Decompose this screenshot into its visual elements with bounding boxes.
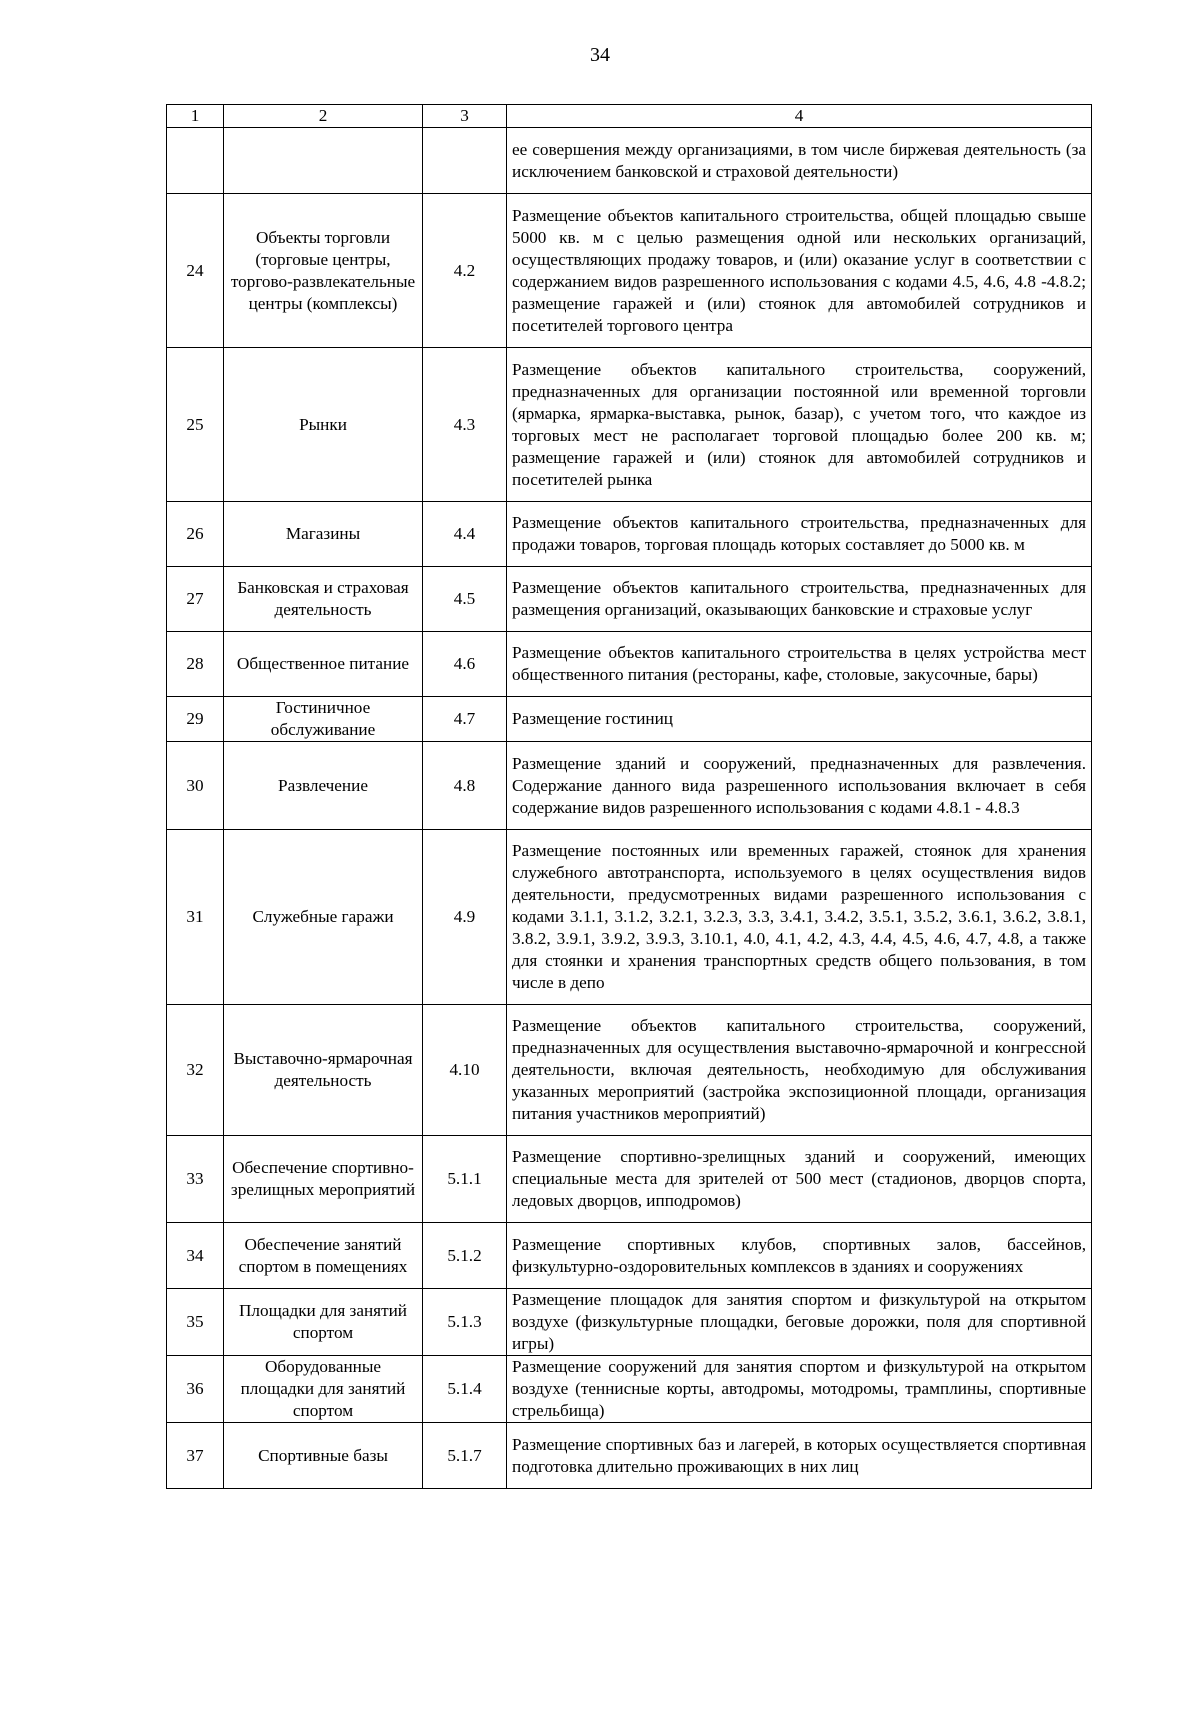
table-row xyxy=(167,348,1092,502)
header-cell-1: 1 xyxy=(167,105,224,128)
row-code-cell: 4.2 xyxy=(423,194,507,348)
row-name-cell: Спортивные базы xyxy=(224,1423,423,1489)
table-row xyxy=(167,1005,1092,1136)
row-code-cell: 4.5 xyxy=(423,567,507,632)
header-cell-2: 2 xyxy=(224,105,423,128)
row-number-cell: 30 xyxy=(167,742,224,830)
table-row xyxy=(167,1136,1092,1223)
row-name-cell: Площадки для занятий спортом xyxy=(224,1289,423,1356)
header-cell-3: 3 xyxy=(423,105,507,128)
row-code-cell: 4.3 xyxy=(423,348,507,502)
row-description-cell: Размещение объектов капитального строительства, предназначенных для продажи товаров, торговая площадь которых составляет до 5000 кв. м xyxy=(507,502,1092,567)
row-code-cell: 5.1.7 xyxy=(423,1423,507,1489)
row-description-cell: Размещение зданий и сооружений, предназначенных для развлечения. Содержание данного вида разрешенного использования включает в себя содержание видов разрешенного использования с кодами 4.8.1 - 4.8.3 xyxy=(507,742,1092,830)
row-number-cell: 31 xyxy=(167,830,224,1005)
row-number-cell: 35 xyxy=(167,1289,224,1356)
row-name-cell: Обеспечение спортивно-зрелищных мероприятий xyxy=(224,1136,423,1223)
row-number-cell: 33 xyxy=(167,1136,224,1223)
row-name-cell: Выставочно-ярмарочная деятельность xyxy=(224,1005,423,1136)
row-number-cell xyxy=(167,128,224,194)
table-row xyxy=(167,1423,1092,1489)
row-code-cell: 4.10 xyxy=(423,1005,507,1136)
row-code-cell xyxy=(423,128,507,194)
row-name-cell: Магазины xyxy=(224,502,423,567)
row-code-cell: 5.1.2 xyxy=(423,1223,507,1289)
row-number-cell: 34 xyxy=(167,1223,224,1289)
row-number-cell: 29 xyxy=(167,697,224,742)
row-code-cell: 4.9 xyxy=(423,830,507,1005)
table-row xyxy=(167,632,1092,697)
row-name-cell: Развлечение xyxy=(224,742,423,830)
table-row xyxy=(167,1289,1092,1356)
row-description-cell: Размещение спортивно-зрелищных зданий и сооружений, имеющих специальные места для зрителей от 500 мест (стадионов, дворцов спорта, ледовых дворцов, ипподромов) xyxy=(507,1136,1092,1223)
row-name-cell: Общественное питание xyxy=(224,632,423,697)
row-code-cell: 4.7 xyxy=(423,697,507,742)
row-name-cell: Рынки xyxy=(224,348,423,502)
row-number-cell: 32 xyxy=(167,1005,224,1136)
row-code-cell: 5.1.3 xyxy=(423,1289,507,1356)
table-row xyxy=(167,1356,1092,1423)
row-name-cell: Оборудованные площадки для занятий спортом xyxy=(224,1356,423,1423)
row-number-cell: 36 xyxy=(167,1356,224,1423)
table-row xyxy=(167,830,1092,1005)
row-description-cell: Размещение объектов капитального строительства в целях устройства мест общественного питания (рестораны, кафе, столовые, закусочные, бары) xyxy=(507,632,1092,697)
row-number-cell: 26 xyxy=(167,502,224,567)
row-name-cell xyxy=(224,128,423,194)
row-number-cell: 27 xyxy=(167,567,224,632)
table-row xyxy=(167,567,1092,632)
row-code-cell: 5.1.1 xyxy=(423,1136,507,1223)
row-description-cell: Размещение объектов капитального строительства, общей площадью свыше 5000 кв. м с целью размещения одной или нескольких организаций, осуществляющих продажу товаров, и (или) оказание услуг в соответствии с содержанием видов разрешенного использования с кодами 4.5, 4.6, 4.8 -4.8.2; размещение гаражей и (или) стоянок для автомобилей сотрудников и посетителей торгового центра xyxy=(507,194,1092,348)
row-description-cell: Размещение гостиниц xyxy=(507,697,1092,742)
row-description-cell: Размещение объектов капитального строительства, сооружений, предназначенных для организации постоянной или временной торговли (ярмарка, ярмарка-выставка, рынок, базар), с учетом того, что каждое из торговых мест не располагает торговой площадью более 200 кв. м; размещение гаражей и (или) стоянок для автомобилей сотрудников и посетителей рынка xyxy=(507,348,1092,502)
row-number-cell: 37 xyxy=(167,1423,224,1489)
row-description-cell: Размещение объектов капитального строительства, сооружений, предназначенных для осуществления выставочно-ярмарочной и конгрессной деятельности, включая деятельность, необходимую для обслуживания указанных мероприятий (застройка экспозиционной площади, организация питания участников мероприятий) xyxy=(507,1005,1092,1136)
row-name-cell: Служебные гаражи xyxy=(224,830,423,1005)
row-name-cell: Объекты торговли (торговые центры, торгово-развлекательные центры (комплексы) xyxy=(224,194,423,348)
row-description-cell: Размещение сооружений для занятия спортом и физкультурой на открытом воздухе (теннисные корты, автодромы, мотодромы, трамплины, спортивные стрельбища) xyxy=(507,1356,1092,1423)
row-number-cell: 25 xyxy=(167,348,224,502)
row-name-cell: Банковская и страховая деятельность xyxy=(224,567,423,632)
row-number-cell: 24 xyxy=(167,194,224,348)
row-number-cell: 28 xyxy=(167,632,224,697)
table-row xyxy=(167,194,1092,348)
page-number: 34 xyxy=(590,44,610,66)
row-code-cell: 4.4 xyxy=(423,502,507,567)
table-row xyxy=(167,697,1092,742)
row-code-cell: 5.1.4 xyxy=(423,1356,507,1423)
row-description-cell: Размещение постоянных или временных гаражей, стоянок для хранения служебного автотранспорта, используемого в целях осуществления видов деятельности, предусмотренных видами разрешенного использования с кодами 3.1.1, 3.1.2, 3.2.1, 3.2.3, 3.3, 3.4.1, 3.4.2, 3.5.1, 3.5.2, 3.6.1, 3.6.2, 3.8.1, 3.8.2, 3.9.1, 3.9.2, 3.9.3, 3.10.1, 4.0, 4.1, 4.2, 4.3, 4.4, 4.5, 4.6, 4.7, 4.8, а также для стоянки и хранения транспортных средств общего пользования, в том числе в депо xyxy=(507,830,1092,1005)
table-row xyxy=(167,742,1092,830)
land-use-table xyxy=(166,104,1092,1489)
row-description-cell: Размещение площадок для занятия спортом и физкультурой на открытом воздухе (физкультурные площадки, беговые дорожки, поля для спортивной игры) xyxy=(507,1289,1092,1356)
row-description-cell: ее совершения между организациями, в том числе биржевая деятельность (за исключением банковской и страховой деятельности) xyxy=(507,128,1092,194)
row-description-cell: Размещение спортивных клубов, спортивных залов, бассейнов, физкультурно-оздоровительных комплексов в зданиях и сооружениях xyxy=(507,1223,1092,1289)
row-code-cell: 4.8 xyxy=(423,742,507,830)
row-code-cell: 4.6 xyxy=(423,632,507,697)
header-row xyxy=(167,105,1092,128)
header-cell-4: 4 xyxy=(507,105,1092,128)
row-name-cell: Обеспечение занятий спортом в помещениях xyxy=(224,1223,423,1289)
row-name-cell: Гостиничное обслуживание xyxy=(224,697,423,742)
table-row xyxy=(167,1223,1092,1289)
table-row xyxy=(167,502,1092,567)
table-row xyxy=(167,128,1092,194)
row-description-cell: Размещение спортивных баз и лагерей, в которых осуществляется спортивная подготовка длительно проживающих в них лиц xyxy=(507,1423,1092,1489)
row-description-cell: Размещение объектов капитального строительства, предназначенных для размещения организаций, оказывающих банковские и страховые услуг xyxy=(507,567,1092,632)
